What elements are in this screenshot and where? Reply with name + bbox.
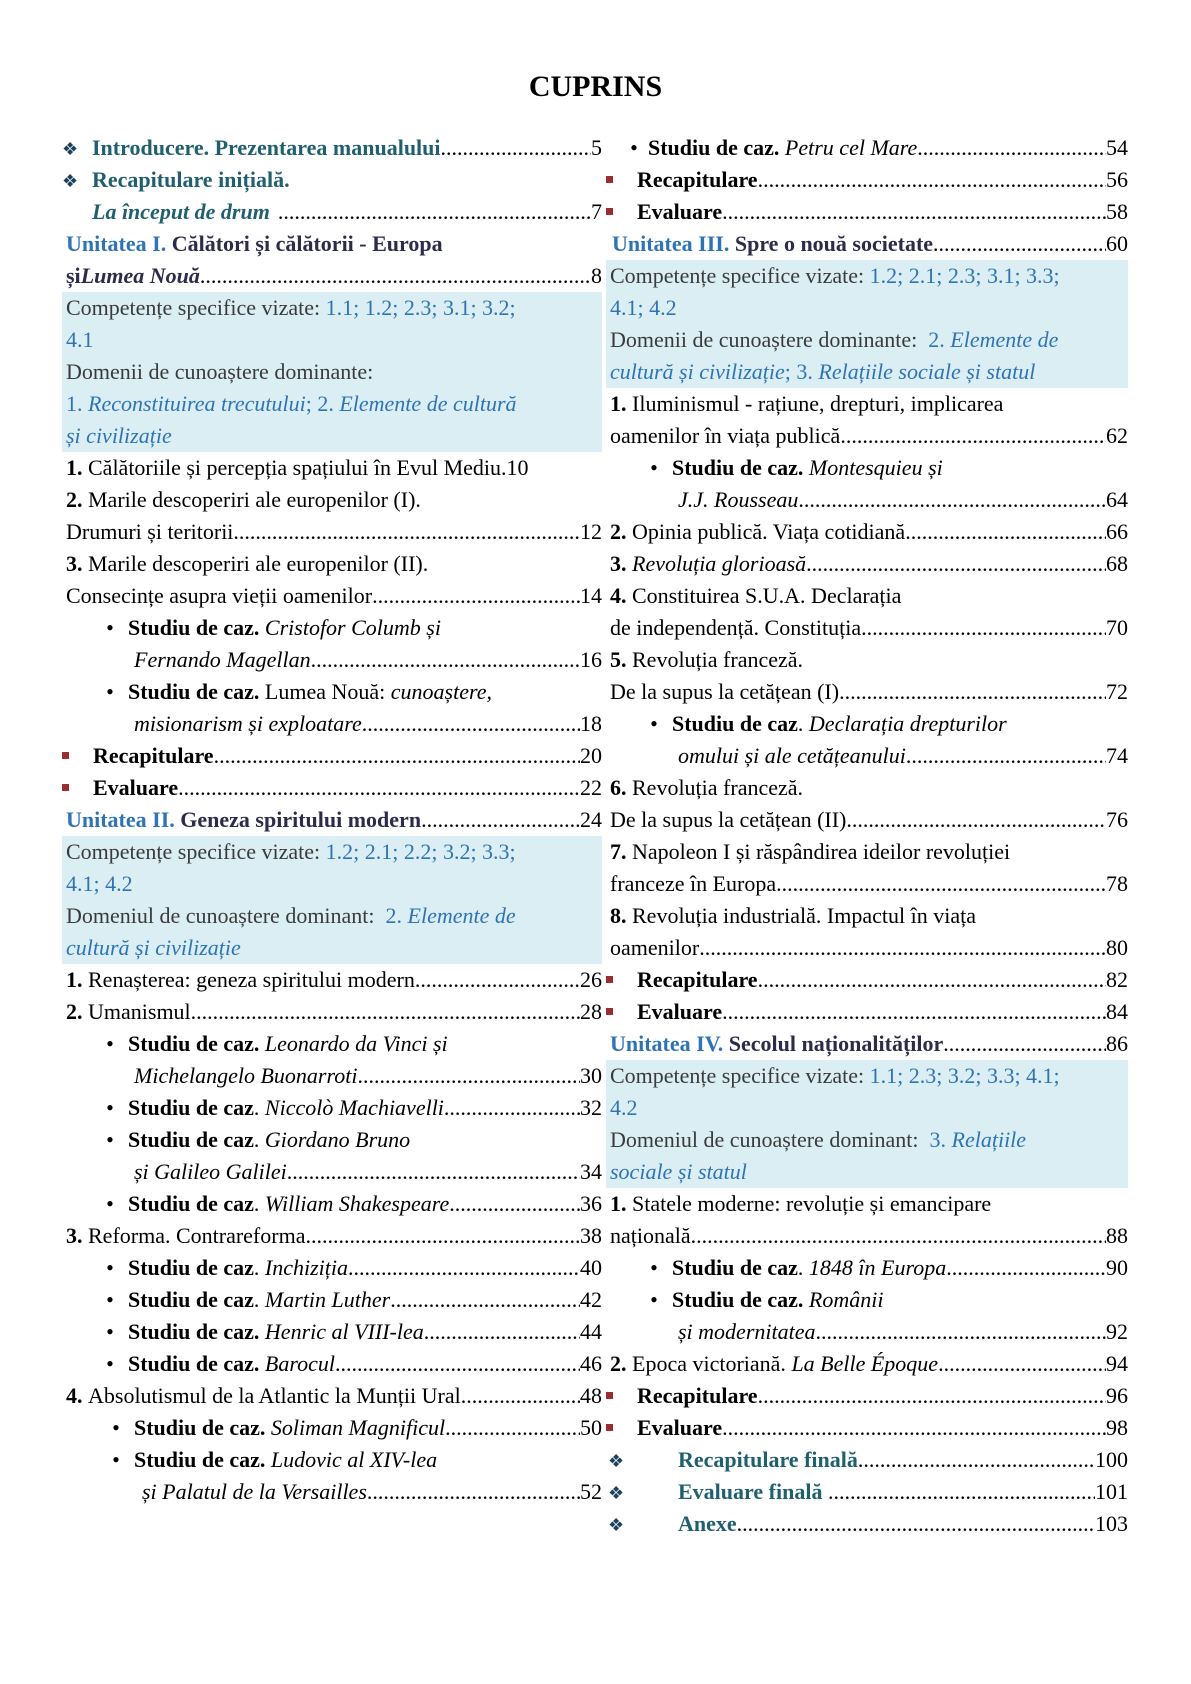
toc-entry-lesson-2-4[interactable]: 4. Absolutismul de la Atlantic la Munții Ural ..... 48 [62,1380,602,1412]
unit-heading-1-cont[interactable]: și Lumea Nouă ..... 8 [62,260,602,292]
page-number: 50 [580,1415,602,1440]
page-number: 44 [580,1319,602,1344]
page-number: 52 [580,1479,602,1504]
toc-entry-case-romanii[interactable]: • Studiu de caz. Românii [606,1284,1128,1316]
toc-entry-lesson-3-8-cont[interactable]: oamenilor ..... 80 [606,932,1128,964]
page-number: 90 [1106,1255,1128,1280]
bullet-icon: • [106,1287,114,1312]
bullet-icon: • [630,135,638,160]
toc-entry-lesson-2-3[interactable]: 3. Reforma. Contrareforma ..... 38 [62,1220,602,1252]
page-number: 74 [1106,743,1128,768]
toc-entry-recapitulare-3[interactable]: Recapitulare ..... 82 [606,964,1128,996]
page-number: 60 [1106,231,1128,256]
square-bullet-icon [62,752,69,759]
toc-entry-recapitulare-initiala[interactable]: ❖ Recapitulare inițială. [62,164,602,196]
toc-entry-lesson-4-1-cont[interactable]: națională ..... 88 [606,1220,1128,1252]
page-number: 20 [580,743,602,768]
page-number: 88 [1106,1223,1128,1248]
page-number: 76 [1106,807,1128,832]
bullet-icon: • [106,1319,114,1344]
toc-entry-lesson-3-7[interactable]: 7. Napoleon I și răspândirea ideilor revoluției [610,839,1011,864]
page-number: 62 [1106,423,1128,448]
page-number: 56 [1106,167,1128,192]
page-number: 82 [1106,967,1128,992]
toc-entry-la-inceput-de-drum[interactable]: La început de drum ..... 7 [62,196,602,228]
toc-entry-lesson-3-5-cont[interactable]: De la supus la cetățean (I) ..... 72 [606,676,1128,708]
toc-entry-case-romanii-cont[interactable]: și modernitatea ..... 92 [606,1316,1128,1348]
square-bullet-icon [606,1424,613,1431]
square-bullet-icon [606,208,613,215]
toc-entry-lesson-3-4-cont[interactable]: de independență. Constituția ..... 70 [606,612,1128,644]
toc-entry-case-montesquieu-cont[interactable]: J.J. Rousseau ..... 64 [606,484,1128,516]
toc-entry-lesson-3-3[interactable]: 3. Revoluția glorioasă ..... 68 [606,548,1128,580]
square-bullet-icon [606,1392,613,1399]
bullet-icon: • [106,1031,114,1056]
square-bullet-icon [606,1008,613,1015]
toc-entry-case-soliman[interactable]: • Studiu de caz. Soliman Magnificul ..... 50 [62,1412,602,1444]
toc-entry-introducere[interactable]: ❖ Introducere. Prezentarea manualului ..... 5 [62,132,602,164]
square-bullet-icon [606,176,613,183]
diamond-bullet-icon: ❖ [608,1483,625,1503]
toc-entry-evaluare-1[interactable]: Evaluare ..... 22 [62,772,602,804]
page-title: CUPRINS [528,70,663,103]
page-number: 98 [1106,1415,1128,1440]
toc-entry-lesson-1-3[interactable]: 3. Marile descoperiri ale europenilor (II). [66,551,429,576]
bullet-icon: • [106,1127,114,1152]
toc-entry-case-lumea-noua-cont[interactable]: misionarism și exploatare ..... 18 [62,708,602,740]
bullet-icon: • [650,711,658,736]
page-number: 54 [1106,135,1128,160]
toc-entry-case-luther[interactable]: • Studiu de caz . Martin Luther ..... 42 [62,1284,602,1316]
bullet-icon: • [106,1255,114,1280]
toc-entry-anexe[interactable]: ❖ Anexe ..... 103 [606,1508,1128,1540]
page-number: 38 [580,1223,602,1248]
toc-entry-lesson-1-2-cont[interactable]: Drumuri și teritorii ..... 12 [62,516,602,548]
toc-entry-case-columb-cont[interactable]: Fernando Magellan ..... 16 [62,644,602,676]
toc-entry-case-da-vinci[interactable]: • Studiu de caz. Leonardo da Vinci și [62,1028,602,1060]
toc-right-column [606,132,1128,1540]
page-number: 7 [591,199,602,224]
page-number: 78 [1106,871,1128,896]
toc-entry-lesson-3-1-cont[interactable]: oamenilor în viața publică ..... 62 [606,420,1128,452]
page-number: 101 [1095,1479,1128,1504]
toc-entry-case-ludovic-cont[interactable]: și Palatul de la Versailles ..... 52 [62,1476,602,1508]
diamond-bullet-icon: ❖ [62,171,79,191]
bullet-icon: • [106,1351,114,1376]
toc-entry-case-bruno[interactable]: • Studiu de caz . Giordano Bruno [62,1124,602,1156]
bullet-icon: • [106,1191,114,1216]
toc-entry-case-da-vinci-cont[interactable]: Michelangelo Buonarroti ..... 30 [62,1060,602,1092]
page-number: 68 [1106,551,1128,576]
toc-entry-lesson-3-1[interactable]: 1. Iluminismul - rațiune, drepturi, implicarea [610,391,1004,416]
toc-entry-evaluare-3[interactable]: Evaluare ..... 84 [606,996,1128,1028]
toc-left-column [62,132,602,1508]
page-number: 30 [580,1063,602,1088]
page-number: 70 [1106,615,1128,640]
toc-entry-case-machiavelli[interactable]: • Studiu de caz . Niccolò Machiavelli ..... 32 [62,1092,602,1124]
bullet-icon: • [106,679,114,704]
toc-entry-evaluare-finala[interactable]: ❖ Evaluare finală ..... 101 [606,1476,1128,1508]
toc-entry-case-baroc[interactable]: • Studiu de caz. Barocul ..... 46 [62,1348,602,1380]
toc-entry-recapitulare-1[interactable]: Recapitulare ..... 20 [62,740,602,772]
page-number: 84 [1106,999,1128,1024]
page-number: 26 [580,967,602,992]
page-number: 34 [580,1159,602,1184]
bullet-icon: • [650,455,658,480]
page-number: 14 [580,583,602,608]
toc-entry-evaluare-2[interactable]: Evaluare ..... 58 [606,196,1128,228]
unit-heading-4[interactable]: Unitatea IV. Secolul naționalităților ..... 86 [606,1028,1128,1060]
toc-entry-case-inchizitia[interactable]: • Studiu de caz . Inchiziția ..... 40 [62,1252,602,1284]
page-number: 18 [580,711,602,736]
toc-entry-lesson-2-1[interactable]: 1. Renașterea: geneza spiritului modern ..... 26 [62,964,602,996]
diamond-bullet-icon: ❖ [608,1515,625,1535]
competencies-box-3: Competențe specifice vizate: 1.2; 2.1; 2.3; 3.1; 3.3; 4.1; 4.2 Domenii de cunoaștere dominante: 2. Elemente de cultură și civilizație; 3. Relațiile sociale și statul [606,260,1128,388]
toc-entry-lesson-4-2[interactable]: 2. Epoca victoriană. La Belle Époque ..... 94 [606,1348,1128,1380]
square-bullet-icon [606,976,613,983]
competencies-box-4: Competențe specifice vizate: 1.1; 2.3; 3.2; 3.3; 4.1; 4.2 Domeniul de cunoaștere dominant: 3. Relațiile sociale și statul [606,1060,1128,1188]
toc-entry-evaluare-4[interactable]: Evaluare ..... 98 [606,1412,1128,1444]
diamond-bullet-icon: ❖ [62,139,79,159]
bullet-icon: • [650,1287,658,1312]
page-number: 64 [1106,487,1128,512]
toc-entry-case-montesquieu[interactable]: • Studiu de caz. Montesquieu și [606,452,1128,484]
toc-entry-case-declaratia[interactable]: • Studiu de caz . Declarația drepturilor [606,708,1128,740]
bullet-icon: • [112,1447,120,1472]
toc-entry-recapitulare-2[interactable]: Recapitulare ..... 56 [606,164,1128,196]
toc-entry-lesson-1-2[interactable]: 2. Marile descoperiri ale europenilor (I). [66,487,421,512]
toc-entry-lesson-4-1[interactable]: 1. Statele moderne: revoluție și emancipare [610,1191,992,1216]
page-number: 24 [580,807,602,832]
unit-heading-3[interactable]: Unitatea III. Spre o nouă societate ..... 60 [606,228,1128,260]
page-number: 22 [580,775,602,800]
toc-entry-lesson-3-6[interactable]: 6. Revoluția franceză. [610,775,804,800]
toc-entry-lesson-2-2[interactable]: 2. Umanismul ..... 28 [62,996,602,1028]
page-number: 94 [1106,1351,1128,1376]
competencies-box-2: Competențe specifice vizate: 1.2; 2.1; 2.2; 3.2; 3.3; 4.1; 4.2 Domeniul de cunoaștere dominant: 2. Elemente de cultură și civilizație [62,836,602,964]
toc-entry-case-henric[interactable]: • Studiu de caz. Henric al VIII-lea ..... 44 [62,1316,602,1348]
bullet-icon: • [106,615,114,640]
toc-entry-case-columb[interactable]: • Studiu de caz. Cristofor Columb și [62,612,602,644]
toc-entry-case-declaratia-cont[interactable]: omului și ale cetățeanului ..... 74 [606,740,1128,772]
page-number: 96 [1106,1383,1128,1408]
toc-entry-case-1848[interactable]: • Studiu de caz . 1848 în Europa ..... 90 [606,1252,1128,1284]
page-number: 46 [580,1351,602,1376]
unit-heading-2[interactable]: Unitatea II. Geneza spiritului modern ..... 24 [62,804,602,836]
bullet-icon: • [650,1255,658,1280]
toc-entry-case-shakespeare[interactable]: • Studiu de caz . William Shakespeare ..... 36 [62,1188,602,1220]
page-number: 28 [580,999,602,1024]
page-number: 42 [580,1287,602,1312]
page-number: 10 [506,455,529,480]
bullet-icon: • [112,1415,120,1440]
page-number: 66 [1106,519,1128,544]
toc-entry-case-lumea-noua[interactable]: • Studiu de caz. Lumea Nouă: cunoaștere, [62,676,602,708]
page-number: 100 [1095,1447,1128,1472]
page-number: 36 [580,1191,602,1216]
toc-entry-lesson-1-1[interactable]: 1. Călătoriile și percepția spațiului în Evul Mediu. 10 [62,452,602,484]
toc-entry-case-bruno-cont[interactable]: și Galileo Galilei ..... 34 [62,1156,602,1188]
toc-entry-lesson-3-8[interactable]: 8. Revoluția industrială. Impactul în viața [610,903,976,928]
page-number: 80 [1106,935,1128,960]
unit-heading-1[interactable]: Unitatea I. Călători și călătorii - Europa [66,231,443,256]
square-bullet-icon [62,784,69,791]
toc-entry-lesson-3-5[interactable]: 5. Revoluția franceză. [610,647,804,672]
page-number: 58 [1106,199,1128,224]
diamond-bullet-icon: ❖ [608,1451,625,1471]
bullet-icon: • [106,1095,114,1120]
toc-entry-recapitulare-finala[interactable]: ❖ Recapitulare finală ..... 100 [606,1444,1128,1476]
toc-entry-lesson-3-2[interactable]: 2. Opinia publică. Viața cotidiană ..... 66 [606,516,1128,548]
toc-entry-case-petru[interactable]: • Studiu de caz. Petru cel Mare ..... 54 [606,132,1128,164]
page-number: 8 [591,263,602,288]
toc-entry-case-ludovic[interactable]: • Studiu de caz. Ludovic al XIV-lea [62,1444,602,1476]
page-number: 92 [1106,1319,1128,1344]
page-number: 103 [1095,1511,1128,1536]
page-number: 86 [1106,1031,1128,1056]
page-number: 72 [1106,679,1128,704]
page-number: 5 [591,135,602,160]
toc-entry-lesson-3-4[interactable]: 4. Constituirea S.U.A. Declarația [610,583,902,608]
page-number: 16 [580,647,602,672]
toc-entry-lesson-3-6-cont[interactable]: De la supus la cetățean (II) ..... 76 [606,804,1128,836]
page-number: 48 [580,1383,602,1408]
toc-entry-recapitulare-4[interactable]: Recapitulare ..... 96 [606,1380,1128,1412]
competencies-box-1: Competențe specifice vizate: 1.1; 1.2; 2.3; 3.1; 3.2; 4.1 Domenii de cunoaștere dominante: 1. Reconstituirea trecutului; 2. Elemente de cultură și civilizație [62,292,602,452]
toc-entry-lesson-3-7-cont[interactable]: franceze în Europa ..... 78 [606,868,1128,900]
page-number: 32 [580,1095,602,1120]
page-number: 40 [580,1255,602,1280]
toc-entry-lesson-1-3-cont[interactable]: Consecințe asupra vieții oamenilor ..... 14 [62,580,602,612]
page-number: 12 [580,519,602,544]
